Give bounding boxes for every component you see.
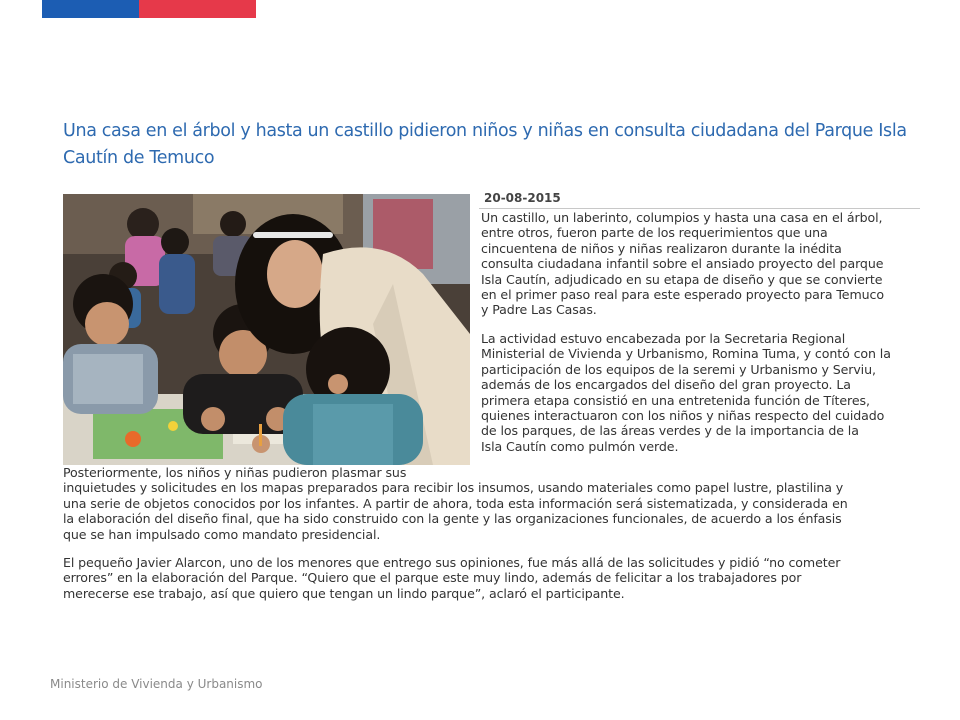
flag-bar-blue [42, 0, 139, 18]
article-date: 20-08-2015 [484, 191, 561, 205]
footer-ministry-name: Ministerio de Vivienda y Urbanismo [50, 677, 263, 691]
article-headline: Una casa en el árbol y hasta un castillo pidieron niños y niñas en consulta ciudadana del Parque Isla Cautín de Temuco [63, 121, 907, 168]
article-paragraph-1: Un castillo, un laberinto, columpios y hasta una casa en el árbol, entre otros, fueron parte de los requerimientos que una cincuentena de niños y niñas realizaron durante la inédita consulta ciudadana infantil sobre el ansiado proyecto del parque Isla Cautín, adjudicado en su etapa de diseño y que se convierte en el primer paso real para este esperado proyecto para Temuco y Padre Las Casas. [481, 210, 884, 318]
article-paragraph-2: La actividad estuvo encabezada por la Secretaria Regional Ministerial de Vivienda y Urbanismo, Romina Tuma, y contó con la participación de los equipos de la seremi y Urbanismo y Serviu, además de los encargados del diseño del gran proyecto. La primera etapa consistió en una entretenida función de Títeres, quienes interactuaron con los niños y niñas respecto del cuidado de los parques, de las áreas verdes y de la importancia de la Isla Cautín como pulmón verde. [481, 331, 891, 454]
flag-bar-red [139, 0, 256, 18]
article-photo [63, 194, 470, 465]
photo-children-activity-icon [63, 194, 470, 465]
date-divider [479, 208, 920, 209]
article-paragraph-3: Posteriormente, los niños y niñas pudieron plasmar sus inquietudes y solicitudes en los mapas preparados para recibir los insumos, usando materiales como papel lustre, plastilina y una serie de objetos conocidos por los infantes. A partir de ahora, toda esta información será sistematizada, y considerada en la elaboración del diseño final, que ha sido construido con la gente y las organizaciones funcionales, de acuerdo a los énfasis que se han impulsado como mandato presidencial. [63, 465, 848, 542]
article-paragraph-4: El pequeño Javier Alarcon, uno de los menores que entrego sus opiniones, fue más allá de las solicitudes y pidió “no cometer errores” en la elaboración del Parque. “Quiero que el parque este muy lindo, además de felicitar a los trabajadores por merecerse ese trabajo, así que quiero que tengan un lindo parque”, aclaró el participante. [63, 555, 841, 601]
